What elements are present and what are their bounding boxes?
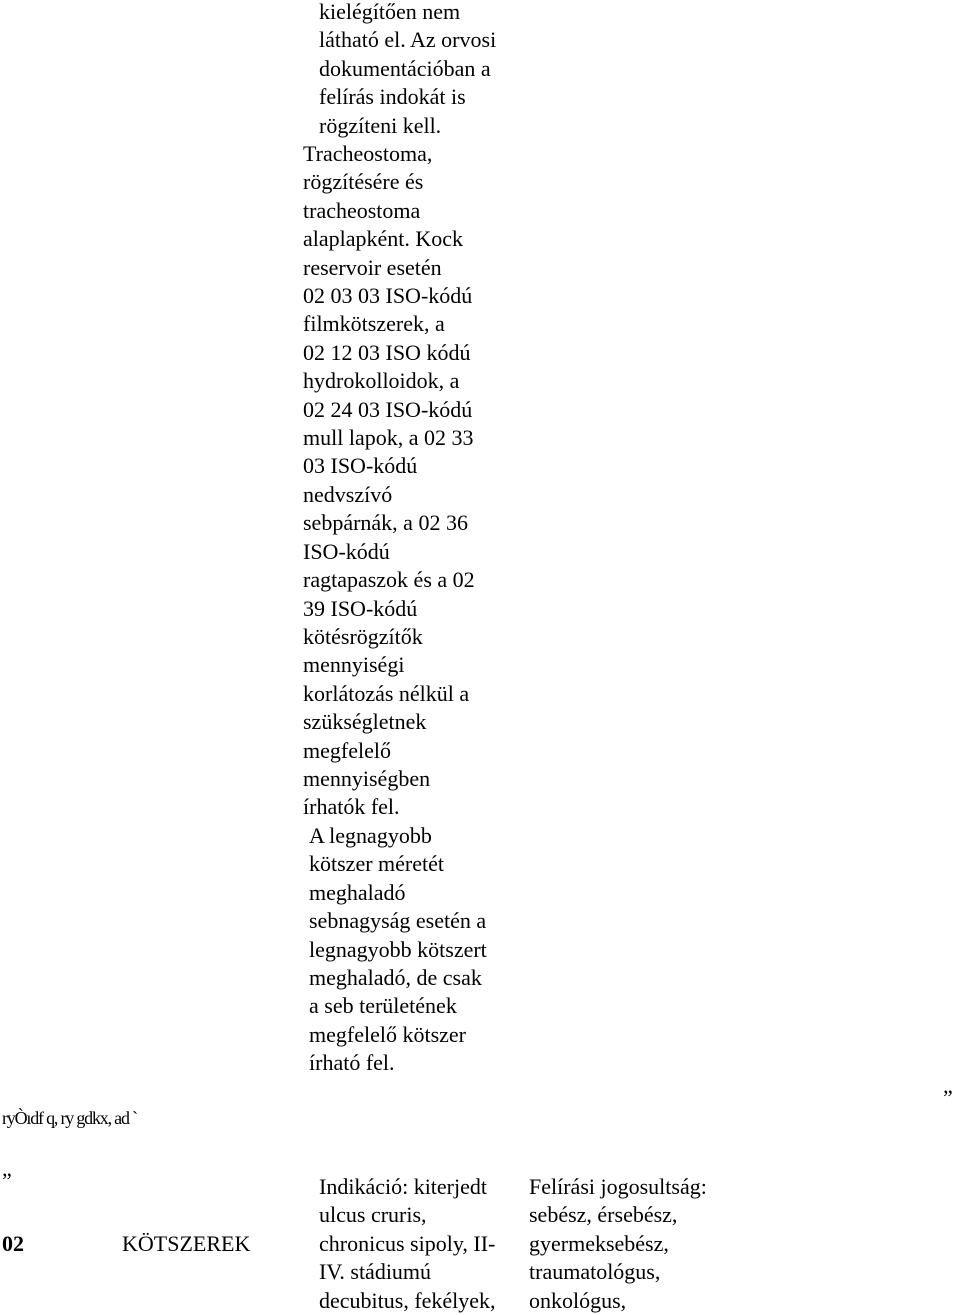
text-line: ulcus cruris, [319, 1202, 427, 1228]
text-line: sebnagyság esetén a [309, 908, 487, 934]
tracheostoma-paragraph [303, 140, 475, 822]
text-line: Felírási jogosultság: [529, 1174, 707, 1199]
prescription-rights-cell [529, 1173, 707, 1315]
text-line: gyermeksebész, [529, 1230, 669, 1256]
text-line: sebész, érsebész, [529, 1202, 678, 1228]
text-line: Tracheostoma, [303, 141, 433, 166]
text-line: megfelelő [303, 737, 391, 763]
text-line: kötszer méretét [309, 851, 444, 877]
text-line: hydrokolloidok, a [303, 368, 460, 394]
text-line: felírás indokát is [319, 84, 466, 110]
text-line: A legnagyobb [309, 823, 432, 848]
text-line: megfelelő kötszer [309, 1021, 466, 1047]
text-line: meghaladó [309, 879, 406, 905]
text-line: mull lapok, a 02 33 [303, 425, 474, 451]
text-line: reservoir esetén [303, 254, 442, 280]
text-line: legnagyobb kötszert [309, 936, 487, 962]
text-line: ragtapaszok és a 02 [303, 567, 475, 593]
text-line: 02 03 03 ISO-kódú [303, 283, 473, 309]
text-line: nedvszívó [303, 481, 393, 507]
text-line: írhatók fel. [303, 794, 400, 820]
text-line: decubitus, fekélyek, [319, 1287, 496, 1313]
quote-mark: „ [2, 1156, 12, 1181]
text-line: filmkötszerek, a [303, 311, 445, 337]
text-line: traumatológus, [529, 1259, 661, 1285]
quote-mark: „ [943, 1073, 953, 1098]
text-line: Indikáció: kiterjedt [319, 1174, 487, 1199]
wound-size-paragraph [309, 822, 487, 1078]
text-line: korlátozás nélkül a [303, 680, 470, 706]
indication-cell [319, 1173, 496, 1315]
text-line: chronicus sipoly, II- [319, 1230, 496, 1256]
text-line: 02 12 03 ISO kódú [303, 339, 471, 365]
text-line: sebpárnák, a 02 36 [303, 510, 468, 536]
garbled-text: ryÒıdf q, ry gdkx, ad ` [2, 1108, 137, 1128]
text-line: rögzíteni kell. [319, 112, 442, 138]
text-line: 02 24 03 ISO-kódú [303, 396, 473, 422]
text-line: látható el. Az orvosi [319, 27, 497, 53]
section-title: KÖTSZEREK [122, 1231, 251, 1256]
text-line: a seb területének [309, 993, 457, 1019]
text-line: ISO-kódú [303, 538, 390, 564]
text-line: dokumentációban a [319, 55, 491, 81]
text-line: szükségletnek [303, 709, 427, 735]
text-line: kielégítően nem [319, 0, 461, 24]
text-line: alaplapként. Kock [303, 226, 464, 252]
text-line: meghaladó, de csak [309, 965, 482, 991]
text-line: mennyiségi [303, 652, 405, 678]
text-line: tracheostoma [303, 197, 421, 223]
text-line: rögzítésére és [303, 169, 424, 195]
text-line: 39 ISO-kódú [303, 595, 418, 621]
text-line: onkológus, [529, 1287, 627, 1313]
section-code: 02 [2, 1231, 24, 1256]
text-line: 03 ISO-kódú [303, 453, 418, 479]
text-line: írható fel. [309, 1050, 395, 1076]
text-line: IV. stádiumú [319, 1259, 432, 1285]
text-line: kötésrögzítők [303, 623, 423, 649]
text-line: mennyiségben [303, 765, 431, 791]
continuation-paragraph [319, 0, 496, 140]
